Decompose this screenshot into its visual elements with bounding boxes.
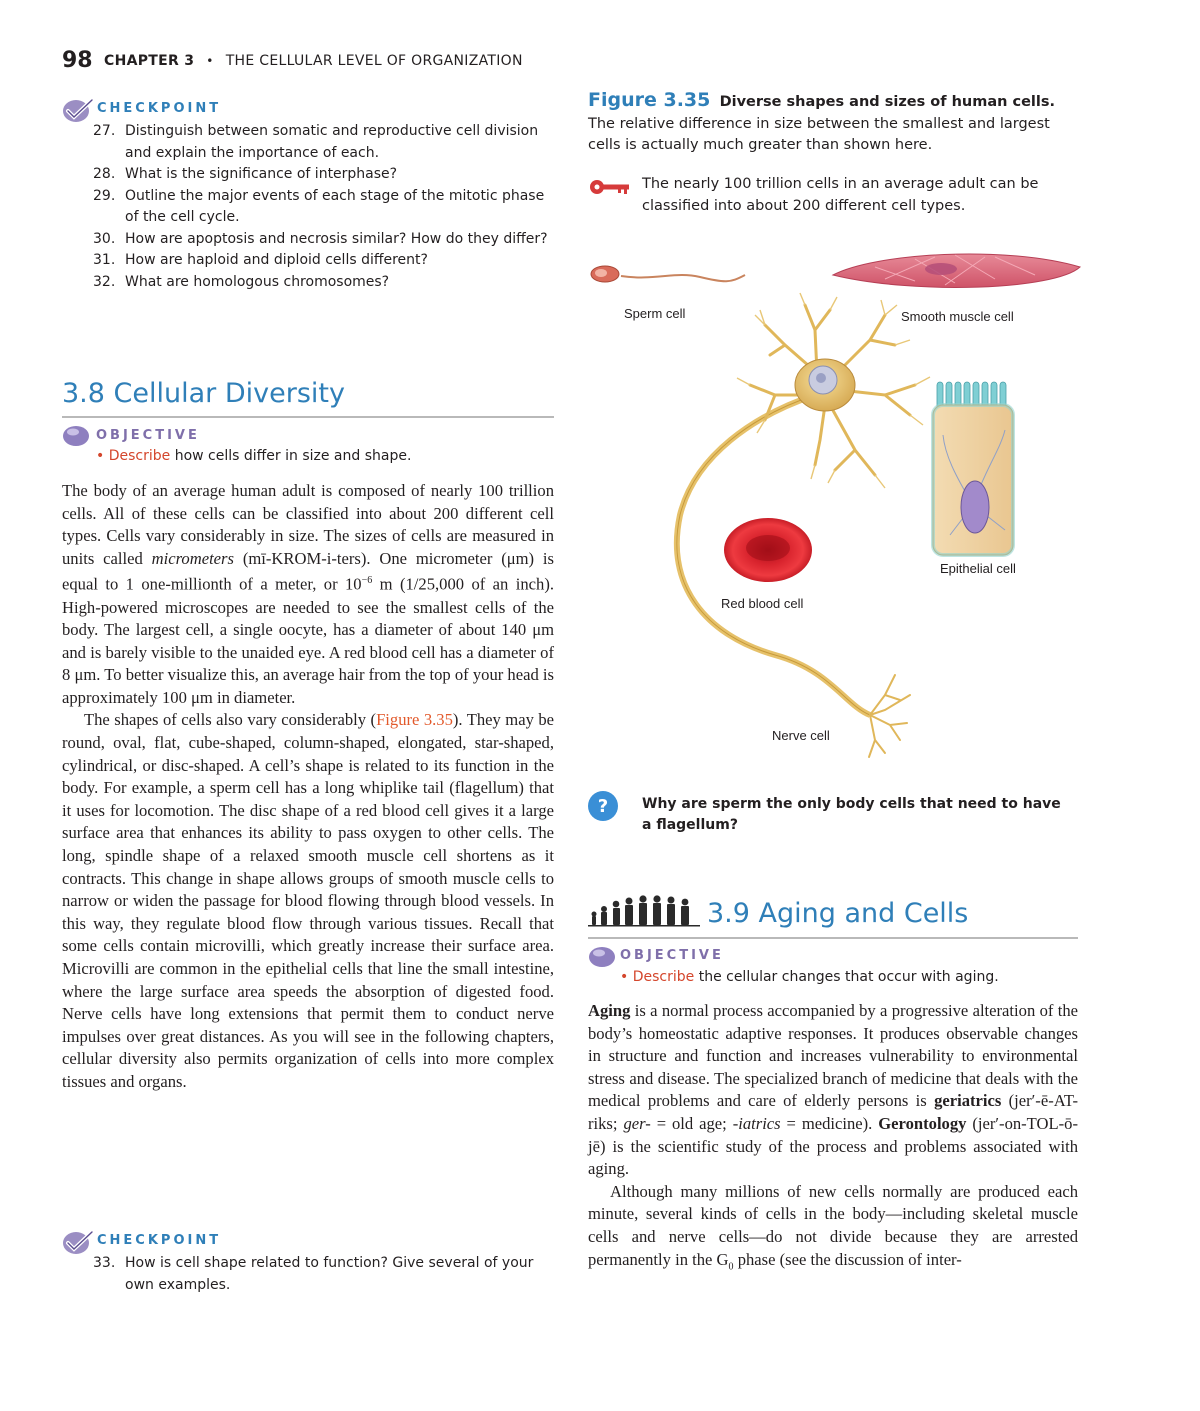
paragraph: Although many millions of new cells normally are produced each minute, several kinds of cells in the body—including skeletal muscle cells and nerve cells—do not divide because they are arrested permanently in the $G_0$ phase (see the discussion of inter- [588,1181,1078,1272]
figure-question: Why are sperm the only body cells that need to have a flagellum? [642,796,1061,833]
header-bullet: • [206,54,214,68]
objective-text: • Describe the cellular changes that occur with aging. [620,969,999,985]
paragraph: The body of an average human adult is composed of nearly 100 trillion cells. All of these cells can be classified into about 200 different cell types. Cells vary considerably in size. The sizes of cells are measured in units called micrometers (mī-KROM-i-ters). One micrometer (μm) is equal to 1 one-millionth of a meter, or $10^{-6}$ m (1/25,000 of an inch). High-powered microscopes are needed to see the smallest cells of the body. The largest cell, a single oocyte, has a diameter of about 140 μm and is barely visible to the unaided eye. A red blood cell has a diameter of 8 μm. To better visualize this, an average hair from the top of your head is approximately 100 μm in diameter. [62,481,554,707]
objective-heading: OBJECTIVE [96,428,200,443]
figure-caption-text: The relative difference in size between the smallest and largest cells is actually much greater than shown here. [588,115,1050,153]
paragraph: Aging is a normal process accompanied by a progressive alteration of the body’s homeostatic adaptive responses. It produces observable changes in structure and function and increases vulnerability to environmental stress and disease. The specialized branch of medicine that deals with the medical problems and care of elderly persons is geriatrics (jer′-ē-AT-riks; ger- = old age; -iatrics = medicine). Gerontology (jer′-on-TOL-ō-jē) is the scientific study of the process and problems associated with aging. [588,1001,1079,1179]
checkpoint-check-icon [62,97,96,123]
checkpoint-item: 29. Outline the major events of each stage of the mitotic phase of the cell cycle. [93,187,545,225]
epithelial-cell-label: Epithelial cell [940,561,1016,576]
checkpoint-heading: CHECKPOINT [97,101,222,116]
section-title-3-9: 3.9 Aging and Cells [707,898,969,929]
svg-text:?: ? [597,796,609,817]
chapter-label: CHAPTER 3 [104,53,195,69]
red-blood-cell-drawing [724,518,812,582]
checkpoint-item: 28. What is the significance of interphase? [93,166,398,182]
checkpoint-heading: CHECKPOINT [97,1233,222,1248]
objective-icon [62,425,90,447]
smooth-muscle-drawing [833,254,1080,288]
objective-text: • Describe how cells differ in size and shape. [96,448,412,464]
nerve-cell-label: Nerve cell [772,728,830,743]
checkpoint-item: 27. Distinguish between somatic and reproductive cell division and explain the importance of each. [93,123,539,161]
section-rule [588,937,1078,939]
section-title-3-8: 3.8 Cellular Diversity [62,378,345,409]
checkpoint-list [93,121,553,293]
epithelial-cell-drawing [933,382,1013,555]
objective-heading: OBJECTIVE [620,948,724,963]
section-3-9-body [588,1000,1078,1278]
smooth-muscle-cell-label: Smooth muscle cell [901,309,1014,324]
key-concept: The nearly 100 trillion cells in an average adult can be classified into about 200 different cell types. [642,176,1039,214]
red-blood-cell-label: Red blood cell [721,596,804,611]
figure-title: Diverse shapes and sizes of human cells. [719,94,1056,110]
chapter-title: THE CELLULAR LEVEL OF ORGANIZATION [225,53,523,69]
figure-label: Figure 3.35 [588,89,711,111]
question-icon [587,790,621,824]
checkpoint-check-icon [62,1229,96,1255]
running-head [104,53,523,69]
paragraph: The shapes of cells also vary considerably (Figure 3.35). They may be round, oval, flat, cube-shaped, column-shaped, elongated, star-shaped, cylindrical, or disc-shaped. A cell’s shape is related to its function in the body. For example, a sperm cell has a long whiplike tail (flagellum) that it uses for locomotion. The disc shape of a red blood cell gives it a large surface area that enhances its ability to pass oxygen to other cells. The long, spindle shape of a relaxed smooth muscle cell shortens as it contracts. This change in shape allows groups of smooth muscle cells to narrow or widen the passage for blood flowing through blood vessels. In this way, they regulate blood flow through various tissues. Recall that some cells contain microvilli, which greatly increase their surface area. Microvilli are common in the epithelial cells that line the small intestine, where the large surface area speeds the absorption of digested food. Nerve cells have long extensions that permit them to conduct nerve impulses over great distances. As you will see in the following chapters, cellular diversity also permits organization of cells into more complex tissues and organs. [62,710,554,1091]
checkpoint-item: 30. How are apoptosis and necrosis similar? How do they differ? [93,230,548,247]
checkpoint-item: 32. What are homologous chromosomes? [93,273,390,290]
sperm-cell-drawing [591,266,745,282]
section-rule [62,416,554,418]
sperm-cell-label: Sperm cell [624,306,686,321]
checkpoint-list [93,1253,553,1296]
nerve-cell-drawing [677,293,930,757]
figure-caption [588,90,1073,157]
section-3-8-body [62,480,554,1094]
figure-link[interactable]: Figure 3.35 [376,710,453,730]
aging-silhouettes-icon [588,887,700,927]
page-number: 98 [62,48,93,73]
key-icon [588,177,632,197]
objective-icon [588,946,616,968]
checkpoint-item: 31. How are haploid and diploid cells different? [93,252,428,268]
checkpoint-item: 33. How is cell shape related to function? Give several of your own examples. [93,1255,534,1293]
